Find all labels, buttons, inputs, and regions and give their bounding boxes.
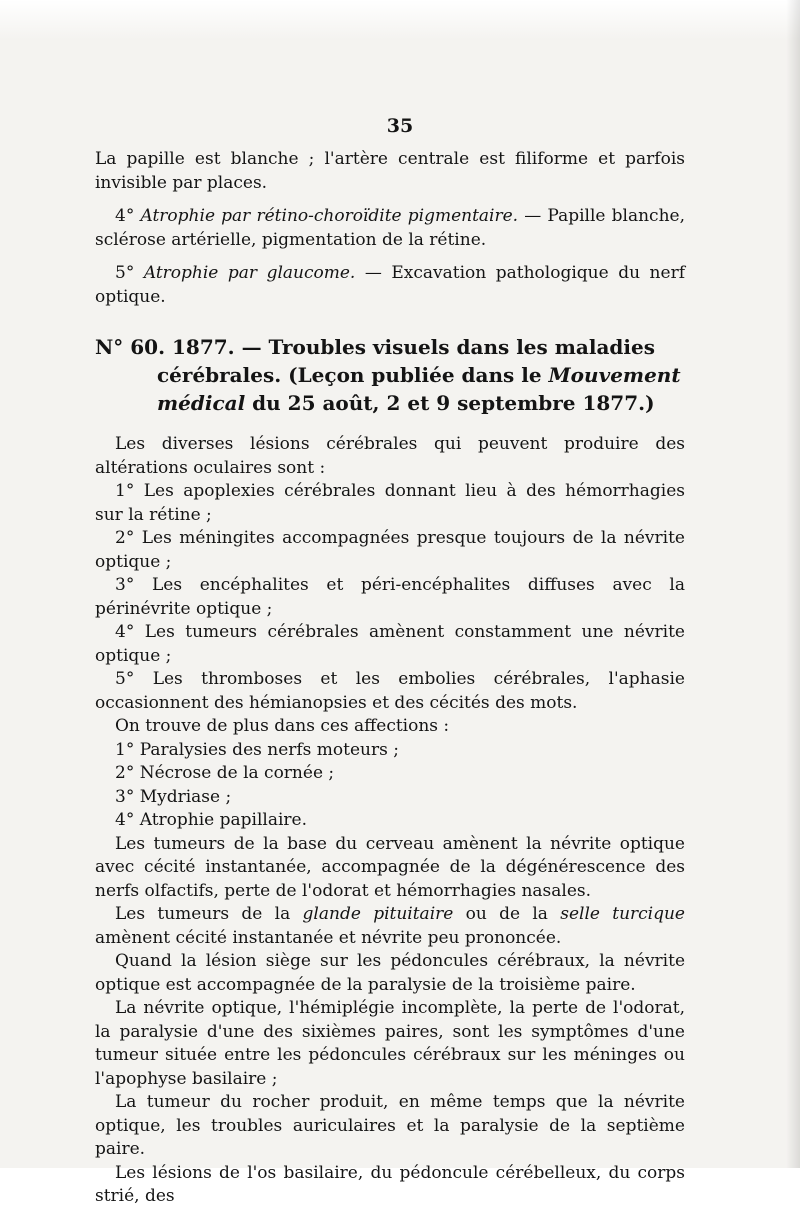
italic-term: glande pituitaire: [302, 904, 454, 924]
text-block: [95, 148, 685, 1209]
paragraph-intro: Les diverses lésions cérébrales qui peuvent produire des altérations oculaires sont :: [95, 434, 685, 478]
scan-top-shade: [0, 0, 800, 40]
italic-term: selle turcique: [560, 904, 685, 924]
paragraph-text: ou de la: [465, 904, 548, 924]
item-number: 4°: [115, 206, 135, 226]
list-item: 3° Les encéphalites et péri-encéphalites diffuses avec la périnévrite optique ;: [95, 575, 685, 619]
paragraph-atrophie-glaucome: [95, 262, 685, 309]
section-heading: [95, 333, 685, 417]
paragraph-pedoncules: Quand la lésion siège sur les pédoncules cérébraux, la névrite optique est accompagnée de la paralysie de la troisième paire.: [95, 951, 685, 995]
lesion-list: [95, 480, 685, 715]
list-item: 4° Atrophie papillaire.: [115, 810, 307, 830]
paragraph-papille: La papille est blanche ; l'artère centrale est filiforme et parfois invisible par places.: [95, 149, 685, 193]
paragraph-text: Les tumeurs de la: [115, 904, 291, 924]
paragraph-nevrite: La névrite optique, l'hémiplégie incomplète, la perte de l'odorat, la paralysie d'une des sixièmes paires, sont les symptômes d'une tumeur située entre les pédoncules cérébraux sur les méninges ou l'apophyse basilaire ;: [95, 998, 685, 1089]
affection-list: [95, 739, 685, 833]
item-number: 5°: [115, 263, 135, 283]
heading-suffix: du 25 août, 2 et 9 septembre 1877.): [252, 391, 655, 415]
paragraph-text: amènent cécité instantanée et névrite peu prononcée.: [95, 927, 562, 948]
list-item: 1° Les apoplexies cérébrales donnant lieu à des hémorrhagies sur la rétine ;: [95, 481, 685, 525]
paragraph-text: — Excavation pathologique du nerf optique.: [95, 263, 685, 307]
list-item: 3° Mydriase ;: [115, 786, 232, 807]
paragraph-atrophie-retino: [95, 205, 685, 252]
italic-term: Atrophie par rétino-choroïdite pigmentaire.: [140, 206, 519, 226]
paragraph-lesions: Les lésions de l'os basilaire, du pédoncule cérébelleux, du corps strié, des: [95, 1162, 685, 1206]
list-item: 2° Nécrose de la cornée ;: [115, 763, 335, 783]
paragraph-further: On trouve de plus dans ces affections :: [115, 716, 450, 736]
journal-title: Mouvement médical: [157, 363, 681, 415]
list-item: 1° Paralysies des nerfs moteurs ;: [115, 739, 399, 760]
scan-right-shade: [786, 0, 800, 1168]
page-number: 35: [386, 115, 414, 137]
list-item: 2° Les méningites accompagnées presque toujours de la névrite optique ;: [95, 528, 685, 572]
list-item: 5° Les thromboses et les embolies cérébrales, l'aphasie occasionnent des hémianopsies et des cécités des mots.: [95, 669, 685, 713]
paragraph-rocher: La tumeur du rocher produit, en même temps que la névrite optique, les troubles auriculaires et la paralysie de la septième paire.: [95, 1092, 685, 1159]
paragraph-glande-pituitaire: [95, 903, 685, 950]
italic-term: Atrophie par glaucome.: [143, 263, 356, 283]
paragraph-tumeurs-base: Les tumeurs de la base du cerveau amènent la névrite optique avec cécité instantanée, accompagnée de la dégénérescence des nerfs olfactifs, perte de l'odorat et hémorrhagies nasales.: [95, 833, 685, 901]
list-item: 4° Les tumeurs cérébrales amènent constamment une névrite optique ;: [95, 622, 685, 666]
heading-prefix: N° 60. 1877. — Troubles visuels dans les maladies cérébrales. (Leçon publiée dans le: [95, 335, 655, 387]
paragraph-text: — Papille blanche, sclérose artérielle, pigmentation de la rétine.: [95, 206, 685, 250]
